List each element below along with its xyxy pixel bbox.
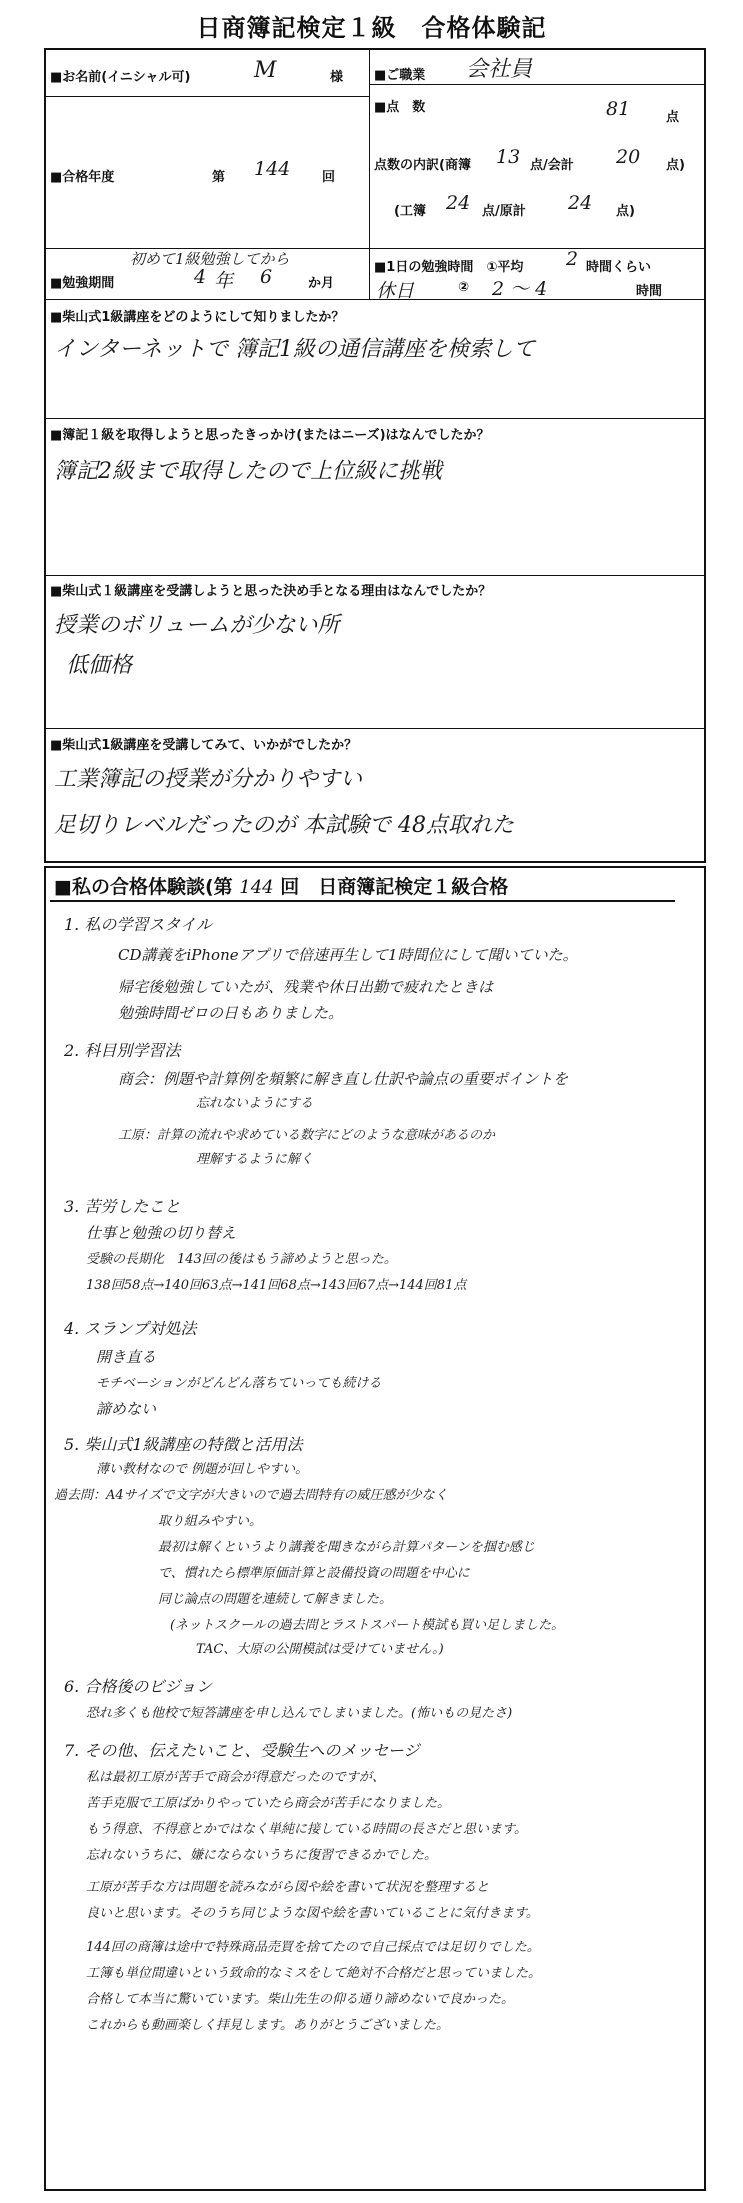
- column-divider: [369, 50, 370, 299]
- story-line: 勉強時間ゼロの日もありました。: [118, 1004, 344, 1022]
- genka-label: 点/原計: [482, 204, 526, 219]
- story-line: 開き直る: [96, 1348, 157, 1366]
- row-divider: [46, 728, 704, 729]
- question-decision: ■柴山式１級講座を受講しようと思った決め手となる理由はなんでしたか？: [50, 584, 492, 599]
- story-line: 最初は解くというより講義を聞きながら計算パターンを掴む感じ: [158, 1540, 535, 1555]
- answer-decision-line2: 低価格: [66, 653, 133, 678]
- row-divider: [46, 575, 704, 576]
- row-divider: [46, 299, 704, 300]
- kobo-value: 24: [446, 192, 471, 214]
- profile-form: [44, 48, 706, 863]
- row-divider: [46, 96, 369, 97]
- holiday-marker: ②: [458, 280, 470, 295]
- kaikei-value: 20: [616, 146, 641, 168]
- story-line: 帰宅後勉強していたが、残業や休日出勤で疲れたときは: [118, 978, 494, 996]
- story-line: もう得意、不得意とかではなく単純に接している時間の長さだと思います。: [86, 1822, 527, 1837]
- score-unit: 点: [666, 110, 680, 125]
- story-line: 工簿も単位間違いという致命的なミスをして絶対不合格だと思っていました。: [86, 1966, 542, 1981]
- story-title-underline: [50, 900, 675, 902]
- genka-value: 24: [568, 192, 593, 214]
- story-line: 苦手克服で工原ばかりやっていたら商会が苦手になりました。: [86, 1796, 451, 1811]
- story-line: 同じ論点の問題を連続して解きました。: [158, 1592, 393, 1607]
- row-divider: [369, 84, 704, 85]
- score-value: 81: [606, 98, 631, 120]
- answer-impression-line2: 足切りレベルだったのが 本試験で 48点取れた: [54, 813, 514, 838]
- story-line: 取り組みやすい。: [158, 1514, 263, 1529]
- row-divider: [46, 418, 704, 419]
- story-line: 合格して本当に驚いています。柴山先生の仰る通り諦めないで良かった。: [86, 1992, 514, 2007]
- story-line: 仕事と勉強の切り替え: [86, 1224, 237, 1242]
- story-line: 138回58点→140回63点→141回68点→143回67点→144回81点: [86, 1278, 467, 1293]
- story-line: 忘れないようにする: [196, 1096, 314, 1111]
- story-line: 理解するように解く: [196, 1152, 314, 1167]
- period-note: 初めて1級勉強してから: [130, 250, 290, 268]
- story-line: 忘れないうちに、嫌にならないうちに復習できるかでした。: [86, 1848, 438, 1863]
- year-label: ■合格年度: [50, 170, 115, 185]
- story-line: (ネットスクールの過去問とラストスパート模試も買い足しました。: [170, 1618, 565, 1633]
- story-line: 2. 科目別学習法: [64, 1041, 181, 1060]
- breakdown-label: 点数の内訳(商簿: [374, 158, 471, 173]
- answer-how-found: インターネットで 簿記1級の通信講座を検索して: [54, 337, 536, 362]
- year-value: 144: [254, 158, 291, 180]
- daily-label: ■1日の勉強時間 ①平均: [374, 260, 524, 275]
- answer-decision-line1: 授業のボリュームが少ない所: [54, 613, 340, 638]
- story-line: 3. 苦労したこと: [64, 1197, 181, 1216]
- story-line: 商会：例題や計算例を頻繁に解き直し仕訳や論点の重要ポイントを: [118, 1070, 569, 1088]
- story-title-number: 144: [239, 877, 274, 898]
- page-title: 日商簿記検定１級 合格体験記: [196, 14, 547, 42]
- story-line: 144回の商簿は途中で特殊商品売買を捨てたので自己採点では足切りでした。: [86, 1940, 540, 1955]
- story-line: 私は最初工原が苦手で商会が得意だったのですが、: [86, 1770, 386, 1785]
- story-line: で、慣れたら標準原価計算と設備投資の問題を中心に: [158, 1566, 470, 1581]
- period-label: ■勉強期間: [50, 276, 115, 291]
- name-label: ■お名前(イニシャル可): [50, 70, 191, 85]
- story-line: CD講義をiPhoneアプリで倍速再生して1時間位にして聞いていた。: [118, 946, 578, 964]
- story-line: 恐れ多くも他校で短答講座を申し込んでしまいました。(怖いもの見たさ): [86, 1706, 513, 1721]
- story-line: 7. その他、伝えたいこと、受験生へのメッセージ: [64, 1741, 420, 1760]
- holiday-value: 2 ～ 4: [492, 278, 548, 300]
- story-line: 工原：計算の流れや求めている数字にどのような意味があるのか: [118, 1128, 496, 1143]
- name-value: M: [254, 58, 277, 83]
- story-line: 5. 柴山式1級講座の特徴と活用法: [64, 1435, 303, 1454]
- story-line: 1. 私の学習スタイル: [64, 915, 213, 934]
- kaikei-unit: 点): [666, 158, 685, 173]
- story-title-suffix: 回 日商簿記検定１級合格: [280, 876, 509, 898]
- story-line: 諦めない: [96, 1400, 157, 1418]
- story-title: [54, 872, 508, 899]
- experience-story: [44, 866, 706, 2191]
- name-suffix: 様: [330, 70, 344, 85]
- year-prefix: 第: [212, 170, 226, 185]
- story-line: 過去問：A4サイズで文字が大きいので過去問特有の威圧感が少なく: [54, 1488, 448, 1503]
- holiday-unit: 時間: [636, 284, 663, 299]
- story-line: モチベーションがどんどん落ちていっても続ける: [96, 1376, 382, 1391]
- story-line: 6. 合格後のビジョン: [64, 1677, 213, 1696]
- score-label: ■点 数: [374, 100, 426, 115]
- story-line: 4. スランプ対処法: [64, 1319, 197, 1338]
- story-line: 受験の長期化 143回の後はもう諦めようと思った。: [86, 1252, 397, 1267]
- year-suffix: 回: [322, 170, 336, 185]
- question-motivation: ■簿記１級を取得しようと思ったきっかけ(またはニーズ)はなんでしたか？: [50, 428, 490, 443]
- daily-weekday-unit: 時間くらい: [586, 260, 652, 275]
- period-year-unit: 年: [214, 270, 234, 292]
- story-line: 良いと思います。そのうち同じような図や絵を書いていることに気付きます。: [86, 1906, 539, 1921]
- genka-unit: 点): [616, 204, 635, 219]
- daily-weekday: 2: [566, 248, 579, 270]
- question-how-found: ■柴山式1級講座をどのようにして知りましたか？: [50, 310, 345, 325]
- story-line: 工原が苦手な方は問題を読みながら図や絵を書いて状況を整理すると: [86, 1880, 490, 1895]
- question-impression: ■柴山式1級講座を受講してみて、いかがでしたか？: [50, 738, 358, 753]
- period-years: 4: [194, 266, 207, 288]
- answer-impression-line1: 工業簿記の授業が分かりやすい: [54, 767, 363, 792]
- answer-motivation: 簿記2級まで取得したので上位級に挑戦: [54, 459, 442, 484]
- kaikei-label: 点/会計: [530, 158, 574, 173]
- shobo-value: 13: [496, 146, 521, 168]
- period-months: 6: [260, 266, 273, 288]
- story-title-prefix: ■私の合格体験談(第: [54, 876, 233, 898]
- story-line: これからも動画楽しく拝見します。ありがとうございました。: [86, 2018, 449, 2033]
- job-label: ■ご職業: [374, 68, 426, 83]
- story-line: TAC、大原の公開模試は受けていません。): [196, 1642, 444, 1657]
- period-month-unit: か月: [308, 276, 335, 291]
- holiday-label: 休日: [376, 280, 415, 302]
- kobo-label: (工簿: [394, 204, 426, 219]
- job-value: 会社員: [466, 57, 533, 82]
- story-line: 薄い教材なので 例題が回しやすい。: [96, 1462, 309, 1477]
